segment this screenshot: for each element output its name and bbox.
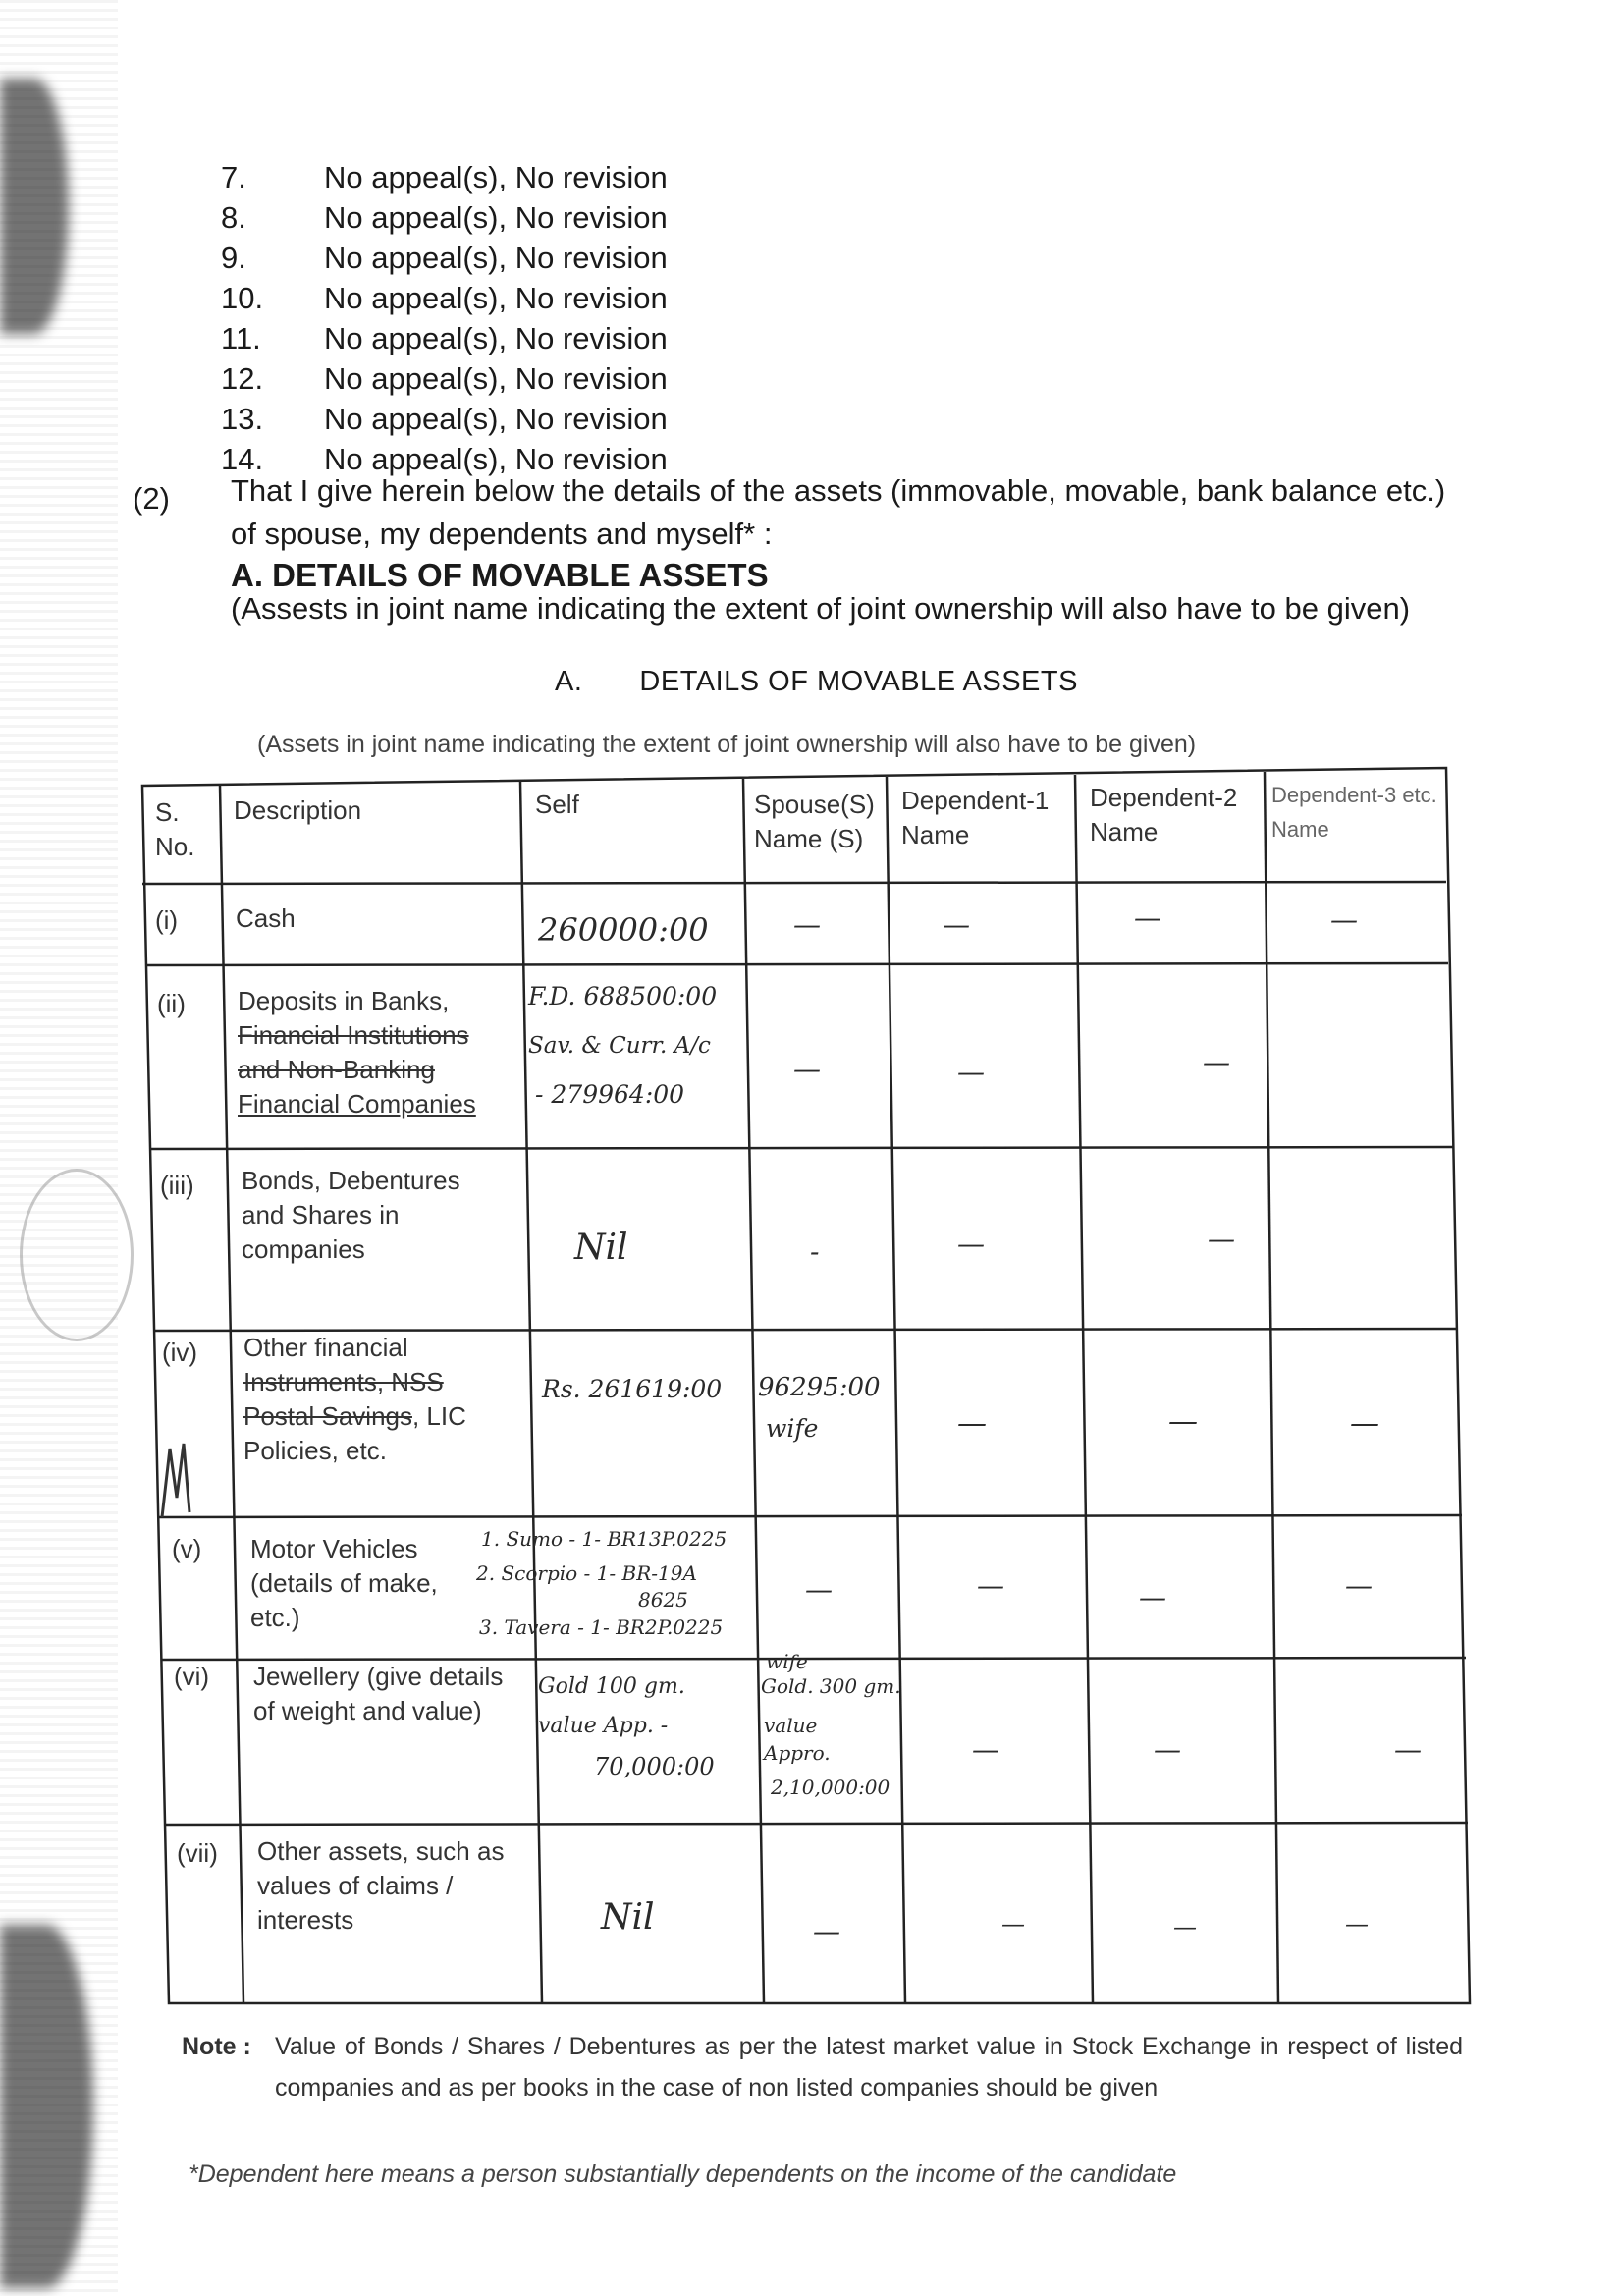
vehicles-self-line: 1. Sumo - 1- BR13P.0225 [481, 1527, 728, 1551]
row-sno: (vi) [174, 1662, 210, 1691]
table-rule [220, 786, 243, 2003]
table-title-text: DETAILS OF MOVABLE ASSETS [639, 666, 1078, 697]
deposits-dependent-1-value: — [957, 1056, 985, 1088]
cash-dependent-1-value: — [943, 908, 970, 941]
bonds-spouse-value: - [810, 1235, 820, 1268]
other-assets-spouse-value: — [813, 1915, 840, 1947]
row-description: Bonds, Debentures and Shares in companies [242, 1166, 460, 1264]
jewellery-spouse-line: Gold. 300 gm. [761, 1674, 901, 1698]
header-description: Description [234, 795, 362, 825]
bonds-dependent-2-value: — [1208, 1223, 1235, 1255]
vehicles-dependent-2-value: — [1139, 1581, 1166, 1613]
table-rule [157, 1515, 1462, 1517]
vehicles-dependent-1-value: — [977, 1569, 1004, 1602]
description-text: Deposits in Banks, [238, 986, 450, 1015]
header-dependent-2: Dependent-2 Name [1090, 783, 1238, 847]
table-subtitle: (Assets in joint name indicating the extent of joint ownership will also have to be given) [257, 731, 1197, 758]
table-rule [164, 1823, 1468, 1825]
table-rule [149, 1147, 1453, 1149]
description-text: Other financial [243, 1333, 408, 1362]
note-text: Value of Bonds / Shares / Debentures as per the latest market value in Stock Exchange in respect of listed companies and as per books in the case of non listed companies should be given [275, 2033, 1463, 2102]
cash-dependent-3-value: — [1330, 903, 1358, 936]
row-sno: (iii) [160, 1171, 194, 1200]
vehicles-self-line: 2. Scorpio - 1- BR-19A [476, 1561, 697, 1585]
other-assets-dependent-1-value: — [1001, 1910, 1025, 1938]
deposits-dependent-2-value: — [1203, 1046, 1230, 1078]
cash-spouse-value: — [793, 908, 821, 941]
vehicles-dependent-3-value: — [1345, 1569, 1373, 1602]
jewellery-self-line: 70,000:00 [594, 1753, 715, 1780]
deposits-self-line: Sav. & Curr. A/c [528, 1033, 711, 1059]
section-heading: A. DETAILS OF MOVABLE ASSETS [231, 557, 769, 593]
jewellery-dependent-3-value: — [1394, 1733, 1422, 1766]
header-spouse: Spouse(S) Name (S) [754, 790, 875, 853]
other-instruments-dependent-2-value: — [1168, 1404, 1198, 1439]
other-instruments-self-value: Rs. 261619:00 [542, 1375, 723, 1403]
jewellery-spouse-line: wife [766, 1650, 808, 1673]
description-text: , LIC Policies, etc. [243, 1401, 466, 1465]
table-title-letter: A. [555, 666, 583, 697]
bonds-dependent-1-value: — [957, 1228, 985, 1260]
other-instruments-dependent-1-value: — [957, 1406, 987, 1441]
row-sno: (ii) [157, 989, 186, 1018]
row-description: Other assets, such as values of claims / interests [257, 1836, 505, 1935]
paragraph-text: That I give herein below the details of the assets (immovable, movable, bank balance etc.) of spouse, my dependents and myself* : [231, 473, 1446, 551]
signature-mark [152, 1429, 201, 1527]
paragraph-number: (2) [133, 481, 170, 516]
description-text: Financial Companies [238, 1089, 476, 1119]
row-sno: (vii) [177, 1838, 218, 1868]
description-struck-text: Financial Institutions and Non-Banking [238, 1020, 469, 1084]
table-rule [142, 882, 1446, 884]
other-assets-self-value: Nil [601, 1897, 655, 1938]
table-rule [1265, 772, 1278, 2003]
jewellery-self-line: Gold 100 gm. [538, 1674, 685, 1699]
table-rule [1075, 775, 1093, 2003]
vehicles-spouse-value: — [805, 1573, 833, 1606]
deposits-self-line: - 279964:00 [535, 1080, 685, 1109]
header-self: Self [535, 790, 579, 819]
section-subheading: (Assests in joint name indicating the extent of joint ownership will also have to be given) [231, 591, 1411, 626]
notary-stamp [20, 1169, 134, 1341]
description-struck-text: Instruments, NSS Postal Savings [243, 1367, 444, 1431]
table-rule [145, 963, 1448, 965]
header-dependent-3: Dependent-3 etc. Name [1271, 783, 1437, 842]
table-rule [887, 777, 905, 2003]
row-description [243, 1331, 509, 1468]
other-assets-dependent-3-value: — [1345, 1910, 1369, 1938]
deposits-spouse-value: — [793, 1053, 821, 1085]
note [182, 2026, 1468, 2102]
jewellery-spouse-line: value [764, 1714, 818, 1737]
deposits-self-line: F.D. 688500:00 [528, 982, 718, 1011]
row-sno: (iv) [162, 1338, 198, 1367]
row-sno: (v) [172, 1534, 202, 1563]
jewellery-self-line: value App. - [538, 1714, 669, 1738]
other-instruments-spouse-note: wife [766, 1414, 819, 1443]
row-sno: (i) [155, 905, 179, 935]
other-assets-dependent-2-value: — [1173, 1913, 1197, 1941]
row-description: Motor Vehicles (details of make, etc.) [250, 1534, 438, 1632]
jewellery-dependent-2-value: — [1154, 1733, 1181, 1766]
header-dependent-1: Dependent-1 Name [901, 786, 1050, 849]
vehicles-self-line: 8625 [638, 1588, 688, 1612]
jewellery-spouse-line: Appro. [764, 1741, 831, 1765]
footnote: *Dependent here means a person substantially dependents on the income of the candidate [189, 2160, 1177, 2188]
jewellery-spouse-line: 2,10,000:00 [771, 1776, 890, 1799]
vehicles-self-line: 3. Tavera - 1- BR2P.0225 [479, 1615, 724, 1639]
jewellery-dependent-1-value: — [972, 1733, 999, 1766]
other-instruments-dependent-3-value: — [1350, 1406, 1379, 1441]
bonds-self-value: Nil [574, 1228, 628, 1268]
cash-dependent-2-value: — [1134, 902, 1161, 934]
row-description: Jewellery (give details of weight and value) [253, 1662, 504, 1725]
cash-self-value: 260000:00 [538, 911, 709, 949]
row-description [238, 984, 517, 1121]
other-instruments-spouse-value: 96295:00 [758, 1373, 881, 1402]
row-description: Cash [236, 903, 296, 933]
header-sno: S. No. [155, 797, 195, 861]
note-label: Note : [182, 2033, 251, 2060]
